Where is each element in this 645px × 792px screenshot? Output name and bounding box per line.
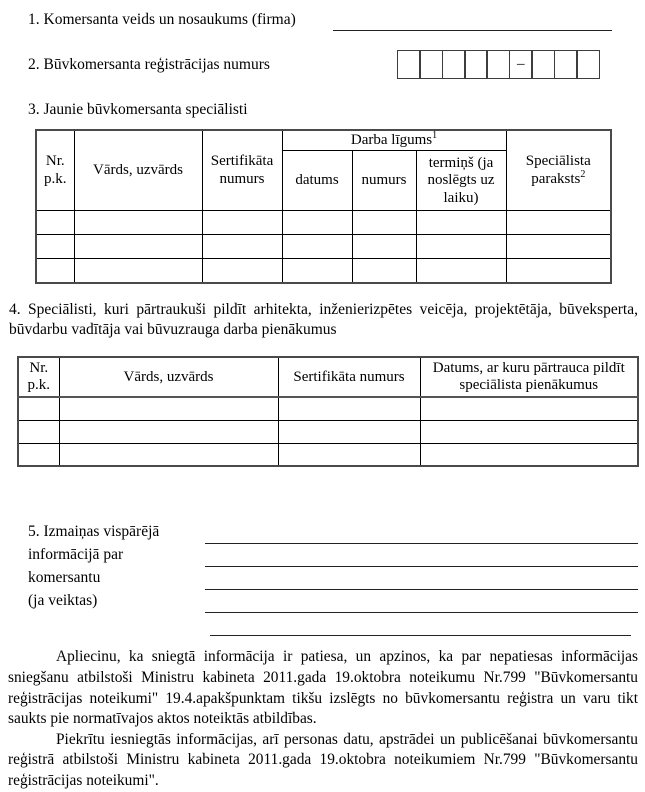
stopped-specialists-table — [17, 356, 639, 467]
item2-label: 2. Būvkomersanta reģistrācijas numurs — [28, 55, 270, 73]
table-cell[interactable] — [278, 420, 420, 443]
item3-label: 3. Jaunie būvkomersanta speciālisti — [28, 101, 248, 118]
col-header-nr: Nr. p.k. — [36, 130, 74, 211]
item5-label-line: 5. Izmaiņas vispārējā — [28, 523, 160, 541]
table-cell[interactable] — [416, 211, 506, 235]
table-cell[interactable] — [74, 211, 202, 235]
declaration-paragraph-1: Apliecinu, ka sniegtā informācija ir patiesa, un apzinos, ka par nepatiesas informācijas sniegšanu atbilstoši Ministru kabineta 2011.gada 19.oktobra noteikumu Nr.799 "Būvkomersantu reģistrācijas noteikumi" 19.4.apakšpunktam tikšu izslēgts no būvkomersantu reģistra un varu tikt saukts pie normatīvajos aktos noteiktās atbildības. — [8, 648, 638, 728]
reg-digit-box[interactable] — [576, 50, 600, 79]
item1-fill-line[interactable] — [333, 10, 612, 31]
table-cell[interactable] — [59, 397, 278, 420]
table-row — [18, 397, 638, 420]
item2-row — [28, 50, 600, 79]
table-cell[interactable] — [416, 235, 506, 259]
new-specialists-table — [35, 129, 612, 284]
item5-label-line: (ja veiktas) — [28, 592, 98, 610]
table-row — [18, 420, 638, 443]
table-row — [36, 211, 611, 235]
item5-fill-lines — [205, 520, 638, 636]
table-cell[interactable] — [420, 443, 638, 466]
item5-fill-line[interactable] — [205, 544, 638, 567]
table-cell[interactable] — [420, 397, 638, 420]
reg-digit-box[interactable] — [442, 50, 466, 79]
table-cell[interactable] — [420, 420, 638, 443]
item5-fill-line[interactable] — [205, 590, 638, 613]
col-header-nr: Nr. p.k. — [18, 357, 59, 397]
table-cell[interactable] — [18, 397, 59, 420]
declaration-paragraph-2: Piekrītu iesniegtās informācijas, arī personas datu, apstrādei un publicēšanai būvkomersantu reģistrā atbilstoši Ministru kabineta 2011.gada 19.oktobra noteikumiem Nr.799 "Būvkomersantu reģistrācijas noteikumi". — [8, 730, 638, 790]
table-cell[interactable] — [282, 211, 352, 235]
reg-digit-box[interactable] — [464, 50, 488, 79]
table-cell[interactable] — [416, 259, 506, 283]
table-cell[interactable] — [74, 259, 202, 283]
col-header-stop-date: Datums, ar kuru pārtrauca pildīt speciālista pienākumus — [420, 357, 638, 397]
table-cell[interactable] — [36, 211, 74, 235]
table-cell[interactable] — [202, 259, 282, 283]
col-header-term: termiņš (ja noslēgts uz laiku) — [416, 151, 506, 211]
col-header-number: numurs — [352, 151, 416, 211]
item5-label-line: informācijā par — [28, 546, 124, 564]
table-row — [36, 235, 611, 259]
item5-fill-line[interactable] — [205, 567, 638, 590]
table-cell[interactable] — [59, 420, 278, 443]
table-cell[interactable] — [278, 397, 420, 420]
table-cell[interactable] — [202, 235, 282, 259]
table-cell[interactable] — [59, 443, 278, 466]
table-cell[interactable] — [202, 211, 282, 235]
registration-number-boxes — [397, 50, 600, 79]
col-header-cert: Sertifikāta numurs — [202, 130, 282, 211]
table-cell[interactable] — [506, 235, 611, 259]
form-page — [0, 10, 645, 790]
reg-dash-box: – — [509, 50, 533, 79]
table-cell[interactable] — [74, 235, 202, 259]
table-cell[interactable] — [506, 211, 611, 235]
table-cell[interactable] — [506, 259, 611, 283]
table-row — [36, 259, 611, 283]
footnote-marker-1: 1 — [432, 129, 438, 141]
reg-digit-box[interactable] — [554, 50, 578, 79]
table-cell[interactable] — [282, 259, 352, 283]
table-cell[interactable] — [18, 443, 59, 466]
col-header-name: Vārds, uzvārds — [59, 357, 278, 397]
col-header-signature: Speciālista paraksts$^2$ — [506, 130, 611, 211]
item5-fill-line[interactable] — [205, 521, 638, 544]
col-header-name: Vārds, uzvārds — [74, 130, 202, 211]
item1-label: 1. Komersanta veids un nosaukums (firma) — [28, 11, 296, 28]
item5-label — [28, 520, 173, 636]
table-row — [18, 443, 638, 466]
col-header-cert: Sertifikāta numurs — [278, 357, 420, 397]
col-group-contract: Darba līgums$^1$ — [282, 130, 506, 151]
item4-label: 4. Speciālisti, kuri pārtraukuši pildīt arhitekta, inženierizpētes veicēja, projektētāja, būveksperta, būvdarbu vadītāja vai būvuzrauga darba pienākumus — [9, 300, 638, 338]
reg-digit-box[interactable] — [531, 50, 555, 79]
table-cell[interactable] — [36, 235, 74, 259]
reg-digit-box[interactable] — [419, 50, 443, 79]
item5-section — [28, 520, 638, 636]
declarations-section — [8, 647, 638, 791]
item1-row — [28, 10, 612, 31]
table-cell[interactable] — [352, 235, 416, 259]
footnote-marker-2: 2 — [580, 168, 586, 180]
col-header-date: datums — [282, 151, 352, 211]
table-cell[interactable] — [36, 259, 74, 283]
reg-digit-box[interactable] — [397, 50, 421, 79]
reg-digit-box[interactable] — [486, 50, 510, 79]
table-cell[interactable] — [352, 211, 416, 235]
item5-label-line: komersantu — [28, 569, 101, 587]
table-cell[interactable] — [352, 259, 416, 283]
item5-fill-line[interactable] — [210, 613, 631, 636]
table-cell[interactable] — [282, 235, 352, 259]
table-cell[interactable] — [18, 420, 59, 443]
table-cell[interactable] — [278, 443, 420, 466]
